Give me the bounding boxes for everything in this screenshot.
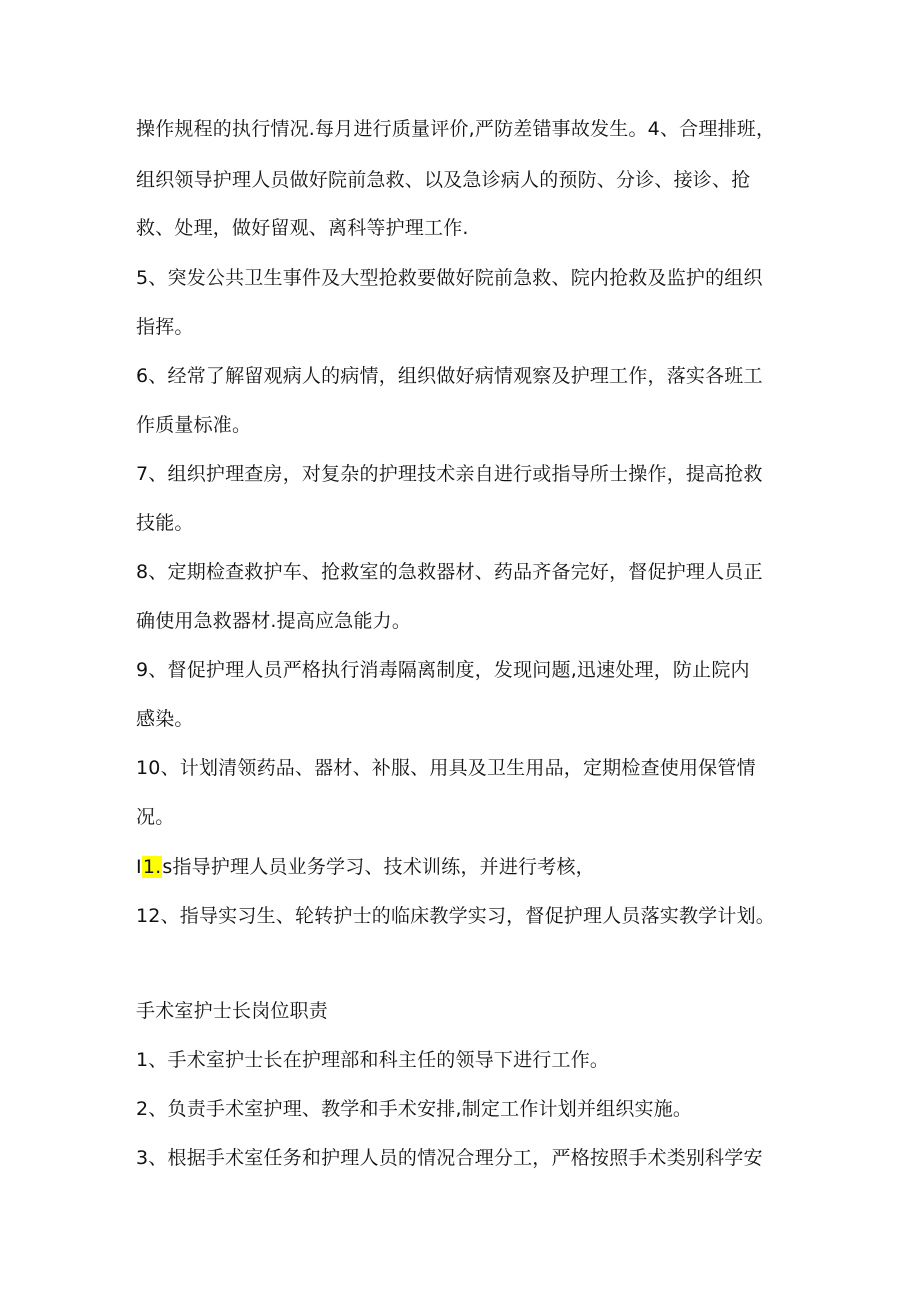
section-line-2: 2、负责手术室护理、教学和手术安排,制定工作计划并组织实施。 xyxy=(136,1098,693,1120)
item-11-text: s指导护理人员业务学习、技术训练，并进行考核， xyxy=(162,856,595,878)
item-11-prefix: I xyxy=(136,856,142,878)
text-line-7: 作质量标准。 xyxy=(136,414,252,436)
text-line-2: 组织领导护理人员做好院前急救、以及急诊病人的预防、分诊、接诊、抢 xyxy=(136,169,751,191)
text-line-8: 7、组织护理查房，对复杂的护理技术亲自进行或指导所士操作，提高抢救 xyxy=(136,463,763,485)
section-line-3: 3、根据手术室任务和护理人员的情况合理分工，严格按照手术类别科学安 xyxy=(136,1147,763,1169)
text-line-4: 5、突发公共卫生事件及大型抢救要做好院前急救、院内抢救及监护的组织 xyxy=(136,267,763,289)
text-line-6: 6、经常了解留观病人的病情，组织做好病情观察及护理工作，落实各班工 xyxy=(136,365,763,387)
section-title: 手术室护士长岗位职责 xyxy=(136,1000,329,1022)
highlighted-number: 1. xyxy=(142,856,162,878)
text-line-3: 救、处理，做好留观、离科等护理工作. xyxy=(136,217,469,239)
text-line-13: 感染。 xyxy=(136,708,194,730)
text-line-1: 操作规程的执行情况.每月进行质量评价,严防差错事故发生。4、合理排班， xyxy=(136,118,776,140)
text-line-15: 况。 xyxy=(136,806,175,828)
item-11-line xyxy=(136,855,595,879)
text-line-14: 10、计划清领药品、器材、补服、用具及卫生用品，定期检查使用保管情 xyxy=(136,757,756,779)
section-line-1: 1、手术室护士长在护理部和科主任的领导下进行工作。 xyxy=(136,1049,610,1071)
text-line-5: 指挥。 xyxy=(136,316,194,338)
text-line-9: 技能。 xyxy=(136,512,194,534)
text-line-12: 9、督促护理人员严格执行消毒隔离制度，发现问题,迅速处理，防止院内 xyxy=(136,659,750,681)
text-line-10: 8、定期检查救护车、抢救室的急救器材、药品齐备完好，督促护理人员正 xyxy=(136,561,763,583)
item-12-line: 12、指导实习生、轮转护士的临床教学实习，督促护理人员落实教学计划。 xyxy=(136,905,775,927)
text-line-11: 确使用急救器材.提高应急能力。 xyxy=(136,610,412,632)
